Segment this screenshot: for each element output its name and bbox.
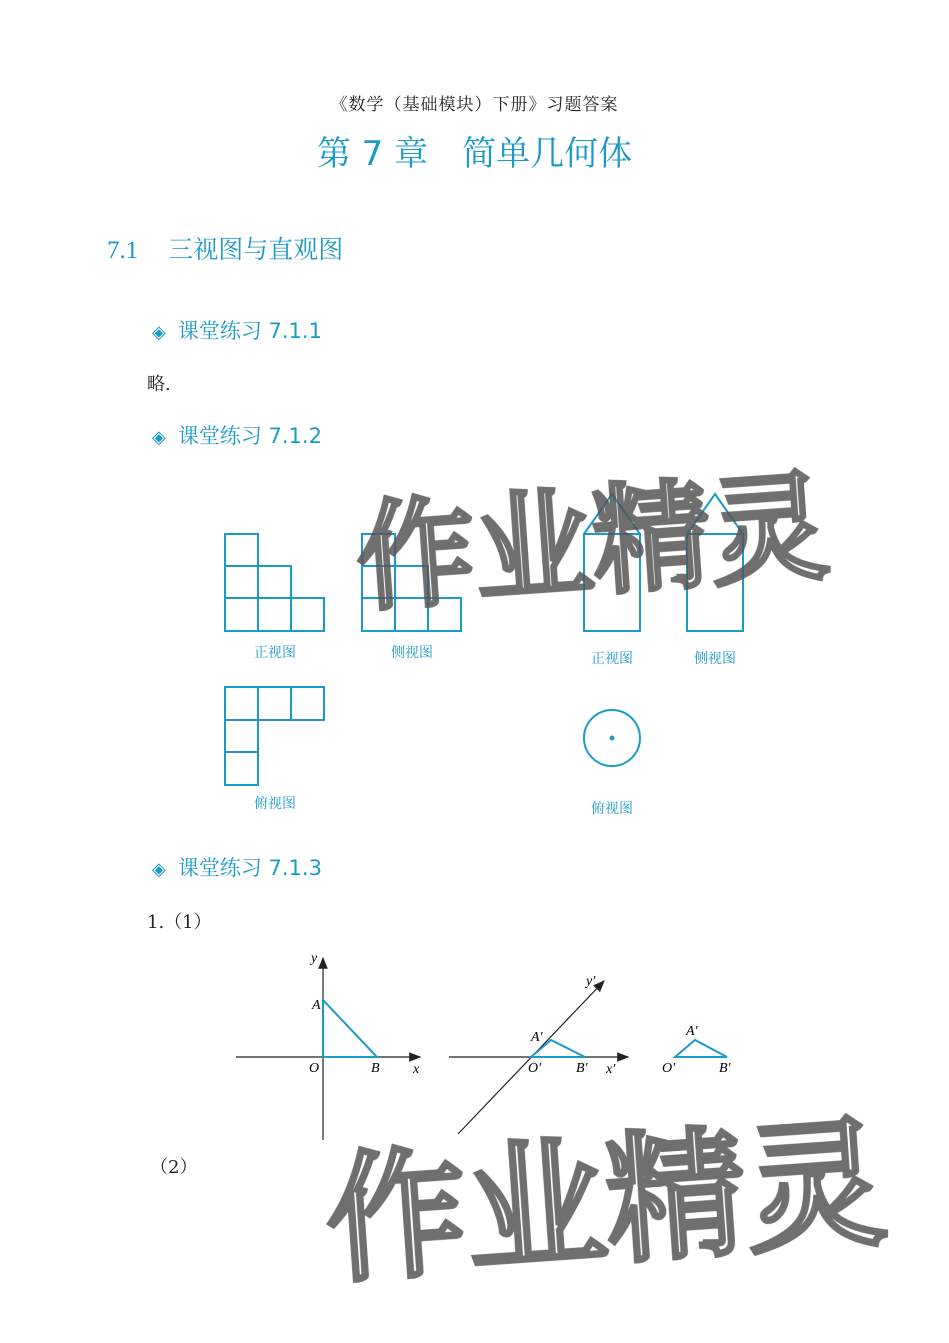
label-front-view-left: 正视图 [254,645,296,661]
point-a-label: A [312,998,321,1013]
point-b-label: B [371,1061,380,1076]
section-number: 7.1 [107,237,139,264]
triangle3-a-label: A′ [686,1024,698,1039]
point-a-prime-label: A′ [531,1030,543,1045]
item-1-label: 1.（1） [147,912,212,933]
exercise-label: 课堂练习 7.1.3 [177,856,322,880]
book-title: 《数学（基础模块）下册》习题答案 [330,95,619,115]
diamond-bullet-icon: ◈ [152,427,166,448]
label-side-view-right: 侧视图 [694,651,736,667]
label-top-view-right: 俯视图 [591,801,633,817]
exercise-label: 课堂练习 7.1.1 [177,319,322,343]
origin-prime-label: O′ [528,1061,542,1076]
diamond-bullet-icon: ◈ [152,322,166,343]
axis-y-prime-label: y′ [586,974,596,989]
watermark-bottom: 作业精灵 [321,1107,891,1301]
axis-x-label: x [413,1062,420,1077]
diamond-bullet-icon: ◈ [152,859,166,880]
coordinate-axes-oblique [449,981,628,1134]
chapter-title: 第 7 章 简单几何体 [316,134,633,174]
coordinate-axes-original [236,958,420,1140]
triangle3-origin-label: O′ [662,1061,676,1076]
axis-y-label: y [311,951,318,966]
item-2-label: （2） [150,1157,198,1178]
section-title: 三视图与直观图 [168,235,344,264]
origin-label: O [309,1061,320,1076]
triangle3-b-label: B′ [719,1061,731,1076]
exercise-711-answer: 略. [147,374,171,395]
label-front-view-right: 正视图 [591,651,633,667]
label-top-view-left: 俯视图 [254,796,296,812]
exercise-label: 课堂练习 7.1.2 [177,424,322,448]
axis-x-prime-label: x′ [606,1062,616,1077]
label-side-view-left: 侧视图 [391,645,433,661]
result-triangle [675,1040,727,1057]
point-b-prime-label: B′ [576,1061,588,1076]
watermark-top: 作业精灵 [352,462,833,626]
